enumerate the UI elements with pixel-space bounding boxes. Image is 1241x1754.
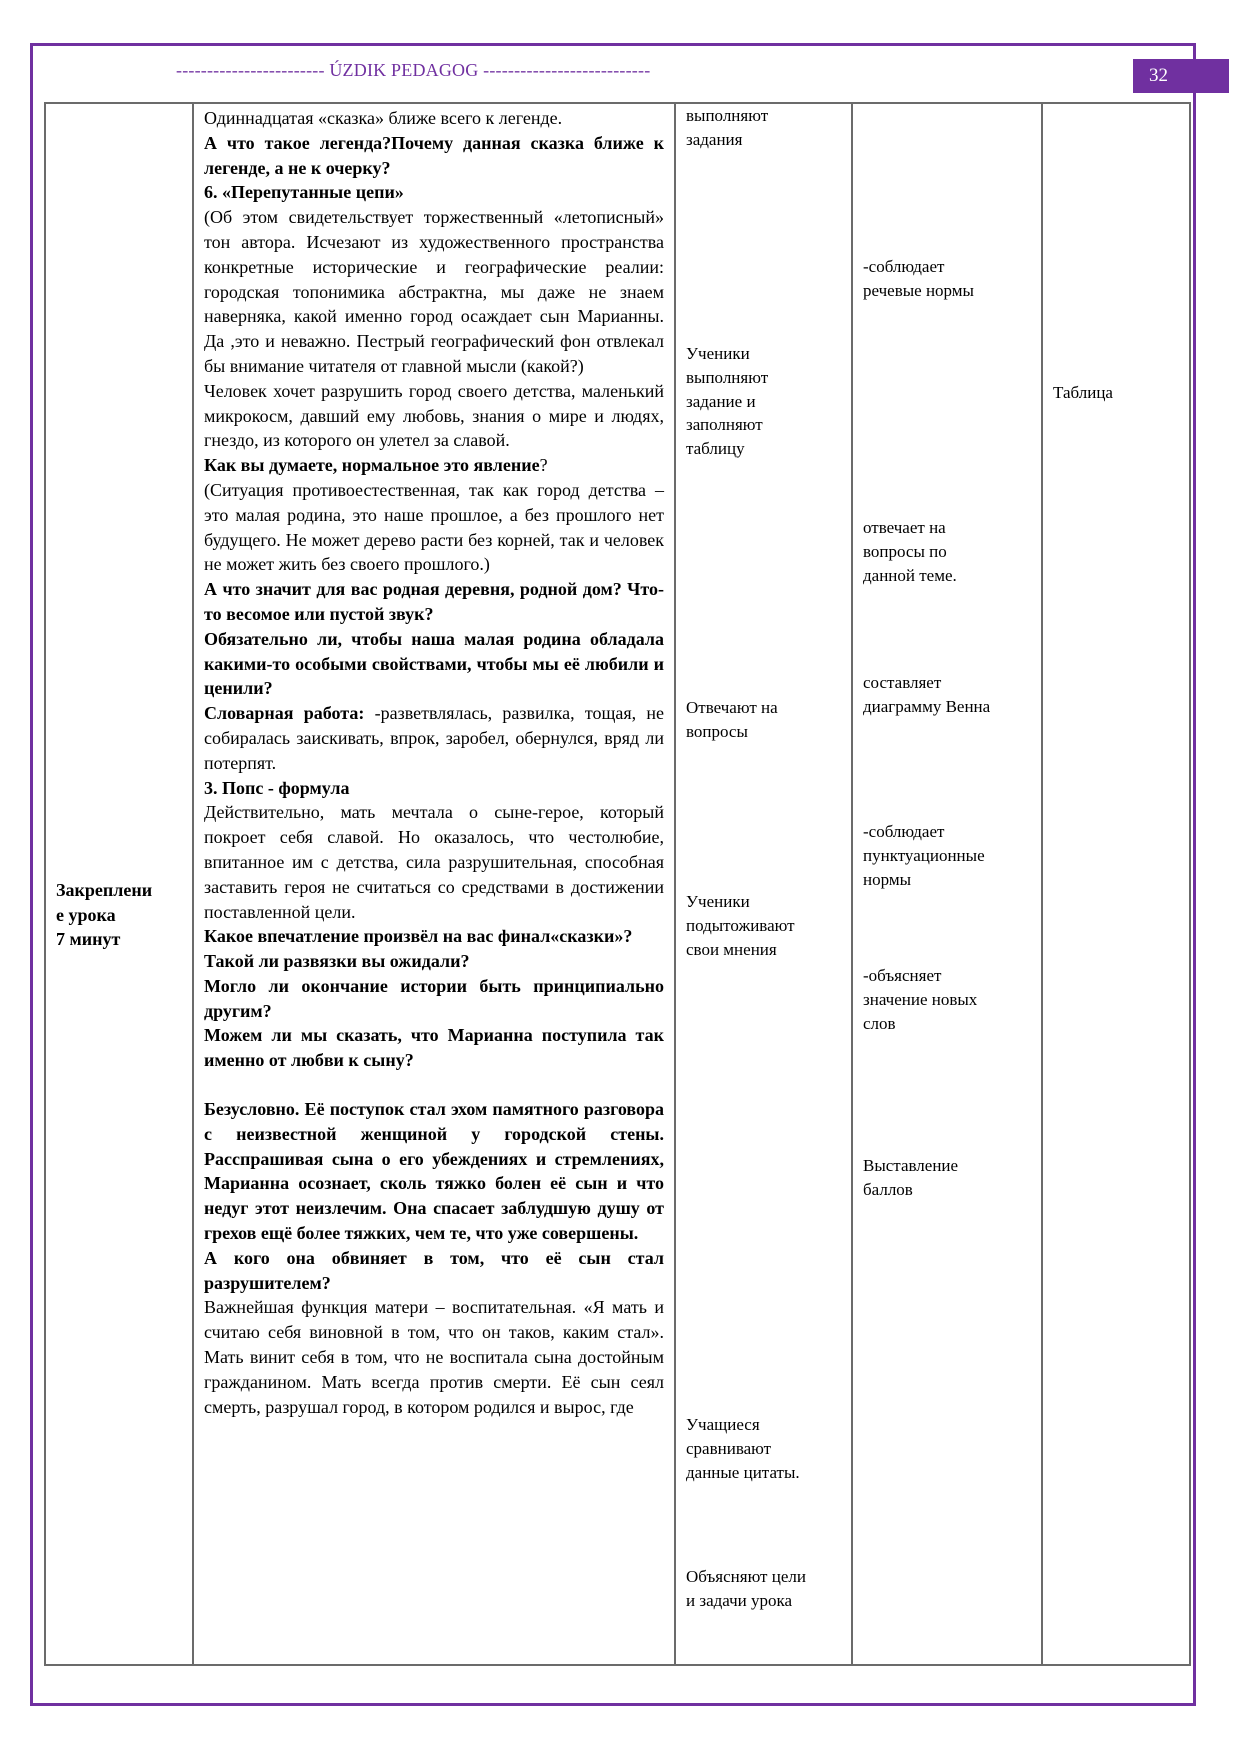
resources-cell <box>1042 103 1190 1665</box>
lesson-plan-table <box>44 102 1191 1666</box>
resource-item: Таблица <box>1053 383 1113 402</box>
text-paragraph: (Ситуация противоестественная, так как город детства – это малая родина, это наше прошлое, а без прошлого нет будущего. Не может дерево расти без корней, так и человек не может жить без своего прошлого.) <box>204 479 664 575</box>
resources-column <box>1043 104 1189 1664</box>
assessment-column <box>853 104 1041 1664</box>
text-paragraph: Одиннадцатая «сказка» ближе всего к легенде. <box>204 108 563 128</box>
question-paragraph: Как вы думаете, нормальное это явление? <box>204 455 548 476</box>
table-row <box>45 103 1190 1665</box>
question-paragraph: Могло ли окончание истории быть принципиально другим? <box>204 975 664 1021</box>
question-paragraph: Словарная работа: -разветвлялась, развилка, тощая, не собиралась заискивать, впрок, заробел, обернулся, вряд ли потерпят. <box>204 703 665 773</box>
student-activity-note: Учащиеся сравнивают данные цитаты. <box>686 1415 800 1482</box>
assessment-criterion: составляет диаграмму Венна <box>863 673 991 716</box>
stage-cell <box>45 103 193 1665</box>
paragraph-spacer <box>204 1073 664 1097</box>
student-activity-note: Объясняют цели и задачи урока <box>686 1567 806 1610</box>
journal-header: ------------------------ ÚZDIK PEDAGOG --------------------------- <box>176 60 651 80</box>
question-paragraph: Безусловно. Её поступок стал эхом памятного разговора с неизвестной женщиной у городской стены. Расспрашивая сына о его убеждениях и стремлениях, Марианна осознает, сколь тяжко болен её сын и что недуг этот неизлечим. Она спасает заблудшую душу от грехов ещё более тяжких, чем те, что уже совершены. <box>204 1099 664 1244</box>
text-paragraph: Важнейшая функция матери – воспитательная. «Я мать и считаю себя виновной в том, что он таков, каким стал». Мать винит себя в том, что не воспитала сына достойным гражданином. Мать всегда против смерти. Её сын сеял смерть, разрушал город, в котором родился и вырос, где <box>204 1297 664 1417</box>
student-activity-cell <box>675 103 852 1665</box>
student-activity-note: Ученики выполняют задание и заполняют таблицу <box>686 344 769 459</box>
question-paragraph: А что значит для вас родная деревня, родной дом? Что-то весомое или пустой звук? <box>204 579 664 624</box>
stage-label: Закреплени е урока 7 минут <box>56 880 153 949</box>
question-paragraph: А кого она обвиняет в том, что её сын стал разрушителем? <box>204 1247 664 1293</box>
assessment-criterion: -объясняет значение новых слов <box>863 966 978 1033</box>
teacher-activity-cell <box>193 103 675 1665</box>
text-paragraph: (Об этом свидетельствует торжественный «летописный» тон автора. Исчезают из художественного пространства конкретные исторические и географические реалии: городская топонимика абстрактна, мы даже не знаем наверняка, какой именно город осаждает сын Марианны. Да ,это и неважно. Пестрый географический фон отвлекал бы внимание читателя от главной мысли (какой?) <box>204 207 664 376</box>
student-activity-note: выполняют задания <box>686 106 769 149</box>
assessment-criterion: Выставление баллов <box>863 1156 959 1199</box>
question-paragraph: 6. «Перепутанные цепи» <box>204 182 404 203</box>
question-paragraph: Какое впечатление произвёл на вас финал«сказки»? <box>204 926 633 947</box>
question-paragraph: Такой ли развязки вы ожидали? <box>204 951 470 972</box>
assessment-criterion: -соблюдает пунктуационные нормы <box>863 822 985 889</box>
student-activity-note: Ученики подытоживают свои мнения <box>686 892 795 959</box>
lesson-content <box>194 104 674 1419</box>
student-activity-column <box>676 104 851 1664</box>
page-number-badge: 32 <box>1133 59 1229 93</box>
question-paragraph: Можем ли мы сказать, что Марианна поступила так именно от любви к сыну? <box>204 1025 664 1071</box>
text-paragraph: Действительно, мать мечтала о сыне-герое, который покроет себя славой. Но оказалось, что честолюбие, впитанное им с детства, сила разрушительная, способная заставить героя не считаться со средствами в достижении поставленной цели. <box>204 802 664 922</box>
question-paragraph: 3. Попс - формула <box>204 777 350 798</box>
assessment-criterion: отвечает на вопросы по данной теме. <box>863 518 957 585</box>
student-activity-note: Отвечают на вопросы <box>686 698 778 741</box>
question-paragraph: А что такое легенда?Почему данная сказка ближе к легенде, а не к очерку? <box>204 132 664 178</box>
question-paragraph: Обязательно ли, чтобы наша малая родина обладала какими-то особыми свойствами, чтобы мы её любили и ценили? <box>204 628 664 699</box>
text-paragraph: Человек хочет разрушить город своего детства, маленький микрокосм, давший ему любовь, знания о мире и людях, гнездо, из которого он улетел за славой. <box>204 380 664 451</box>
assessment-cell <box>852 103 1042 1665</box>
assessment-criterion: -соблюдает речевые нормы <box>863 257 974 300</box>
